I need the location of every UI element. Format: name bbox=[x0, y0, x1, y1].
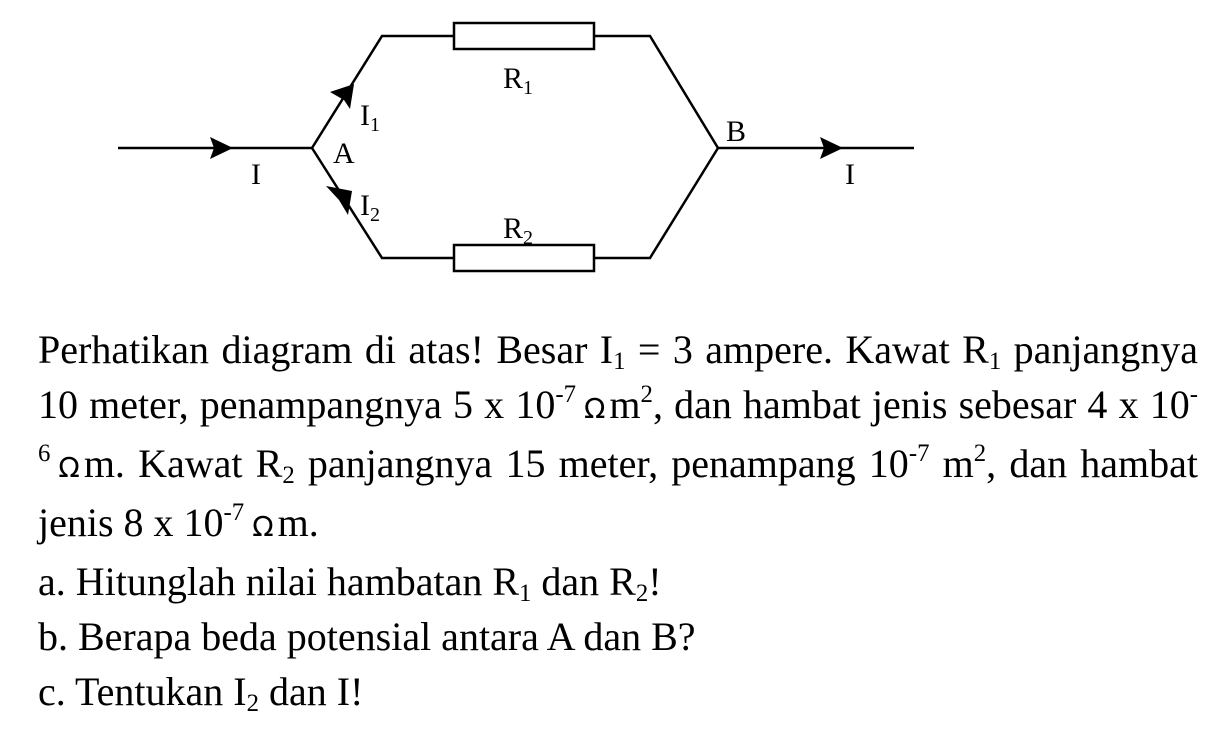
input-current-label: I bbox=[251, 158, 261, 191]
question-a: a. Hitunglah nilai hambatan $R_1$ dan $R_2$! bbox=[38, 559, 662, 608]
upper-branch-right-wire bbox=[594, 36, 718, 148]
question-c: c. Tentukan $I_2$ dan I! bbox=[38, 669, 364, 718]
current-arrows bbox=[210, 84, 843, 215]
lower-branch-right-wire bbox=[594, 148, 718, 258]
label-r2: $R_2$ bbox=[503, 212, 534, 249]
output-current-label: I bbox=[845, 158, 855, 191]
problem-paragraph: Perhatikan diagram di atas! Besar $I_1 = 3$ ampere. Kawat $R_1$ panjangnya 10 meter, penampangnya 5 x $10^{-7}$ Ω $m^2$, dan hambat jenis sebesar 4 x $10^{-6}$ Ω m. Kawat $R_2$ panjangnya 15 meter, penampang $10^{-7}$ $m^2$, dan hambat jenis 8 x $10^{-7}$ Ω m. bbox=[38, 327, 1199, 545]
i2-arrow-icon bbox=[326, 186, 352, 215]
question-b: b. Berapa beda potensial antara A dan B? bbox=[38, 614, 696, 659]
circuit-diagram bbox=[0, 0, 1226, 310]
ohm-symbol: Ω bbox=[252, 510, 274, 543]
label-i1: $I_1$ bbox=[360, 99, 380, 136]
node-b-label: B bbox=[726, 115, 747, 148]
label-i2: $I_2$ bbox=[360, 189, 380, 226]
node-a-label: A bbox=[333, 137, 355, 170]
problem-text bbox=[38, 322, 1198, 719]
i1-arrow-icon bbox=[330, 84, 354, 109]
ohm-symbol: Ω bbox=[58, 451, 80, 484]
ohm-symbol: Ω bbox=[584, 392, 606, 425]
label-r1: $R_1$ bbox=[503, 62, 534, 99]
resistor-r1 bbox=[454, 23, 594, 49]
